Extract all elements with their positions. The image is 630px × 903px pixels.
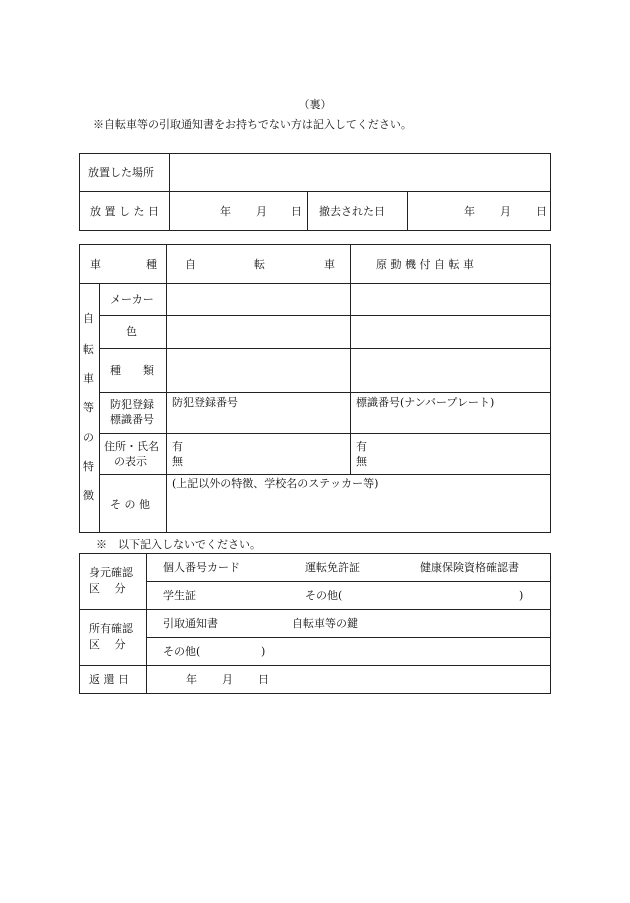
- year-unit: 年: [464, 205, 475, 218]
- own-option-notice[interactable]: 引取通知書: [163, 617, 218, 630]
- bicycle-header: 転: [254, 258, 265, 271]
- place-label: 放置した場所: [88, 166, 154, 179]
- vehicle-type-label: 車: [90, 258, 101, 271]
- maker-label: メーカー: [110, 293, 154, 306]
- moped-header: 原 動 機 付 自 転 車: [376, 258, 474, 271]
- id-option-license[interactable]: 運転免許証: [305, 561, 360, 574]
- address-label: の表示: [114, 455, 147, 468]
- month-unit: 月: [500, 205, 511, 218]
- address-label: 住所・氏名: [104, 440, 159, 453]
- no-option: 無: [356, 455, 367, 468]
- own-option-key[interactable]: 自転車等の鍵: [292, 617, 358, 630]
- yes-option: 有: [172, 440, 183, 453]
- registration-number-caption: 防犯登録番号: [172, 396, 238, 409]
- bicycle-kind-field[interactable]: [168, 350, 349, 391]
- moped-address-display[interactable]: [352, 435, 549, 473]
- id-option-other[interactable]: その他(: [305, 589, 343, 602]
- moped-color-field[interactable]: [352, 317, 549, 347]
- side-label-char: 等: [83, 401, 94, 414]
- day-unit: 日: [258, 673, 269, 686]
- bicycle-header: 車: [324, 258, 335, 271]
- id-option-insurance[interactable]: 健康保険資格確認書: [420, 561, 519, 574]
- moped-maker-field[interactable]: [352, 285, 549, 314]
- other-features-hint: (上記以外の特徴、学校名のステッカー等): [172, 477, 379, 490]
- id-other-close: ): [519, 589, 524, 602]
- identity-check-label: 身元確認: [89, 566, 133, 579]
- year-unit: 年: [186, 673, 197, 686]
- removed-date-label: 撤去された日: [319, 205, 385, 218]
- side-label-char: 転: [83, 343, 94, 356]
- other-features-field[interactable]: [168, 476, 549, 531]
- bicycle-color-field[interactable]: [168, 317, 349, 347]
- ownership-check-label: 所有確認: [89, 622, 133, 635]
- no-option: 無: [172, 455, 183, 468]
- bicycle-maker-field[interactable]: [168, 285, 349, 314]
- id-option-mynumber[interactable]: 個人番号カード: [163, 561, 240, 574]
- abandoned-date-field[interactable]: [171, 193, 305, 229]
- kind-label: 種 類: [110, 364, 154, 377]
- side-label-char: 車: [83, 372, 94, 385]
- office-use-note: ※ 以下記入しないでください。: [96, 538, 261, 551]
- color-label: 色: [126, 325, 137, 338]
- other-label: そ の 他: [110, 498, 150, 511]
- abandoned-date-label: 放 置 し た 日: [90, 205, 159, 218]
- month-unit: 月: [256, 205, 267, 218]
- side-label-char: 徴: [83, 489, 94, 502]
- return-date-label: 返 還 日: [89, 673, 129, 686]
- side-label-char: の: [83, 431, 94, 444]
- own-other-close: ): [261, 645, 266, 658]
- place-field[interactable]: [171, 155, 548, 189]
- moped-registration-field[interactable]: [352, 394, 549, 432]
- bicycle-registration-field[interactable]: [168, 394, 349, 432]
- yes-option: 有: [356, 440, 367, 453]
- day-unit: 日: [291, 205, 302, 218]
- year-unit: 年: [220, 205, 231, 218]
- instruction-note: ※自転車等の引取通知書をお持ちでない方は記入してください。: [93, 118, 412, 131]
- registration-label: 標識番号: [110, 413, 154, 426]
- removed-date-field[interactable]: [409, 193, 549, 229]
- bicycle-address-display[interactable]: [168, 435, 349, 473]
- identity-check-label: 区 分: [89, 582, 126, 595]
- month-unit: 月: [222, 673, 233, 686]
- return-date-field[interactable]: [148, 667, 549, 692]
- bicycle-header: 自: [185, 258, 196, 271]
- plate-number-caption: 標識番号(ナンバープレート): [356, 396, 495, 409]
- vehicle-type-label: 種: [146, 258, 157, 271]
- registration-label: 防犯登録: [110, 398, 154, 411]
- ownership-check-label: 区 分: [89, 638, 126, 651]
- id-option-student[interactable]: 学生証: [163, 589, 196, 602]
- page-title: （裏）: [298, 98, 332, 111]
- day-unit: 日: [536, 205, 547, 218]
- moped-kind-field[interactable]: [352, 350, 549, 391]
- side-label-char: 特: [83, 460, 94, 473]
- own-option-other[interactable]: その他(: [163, 645, 201, 658]
- side-label-char: 自: [83, 312, 94, 325]
